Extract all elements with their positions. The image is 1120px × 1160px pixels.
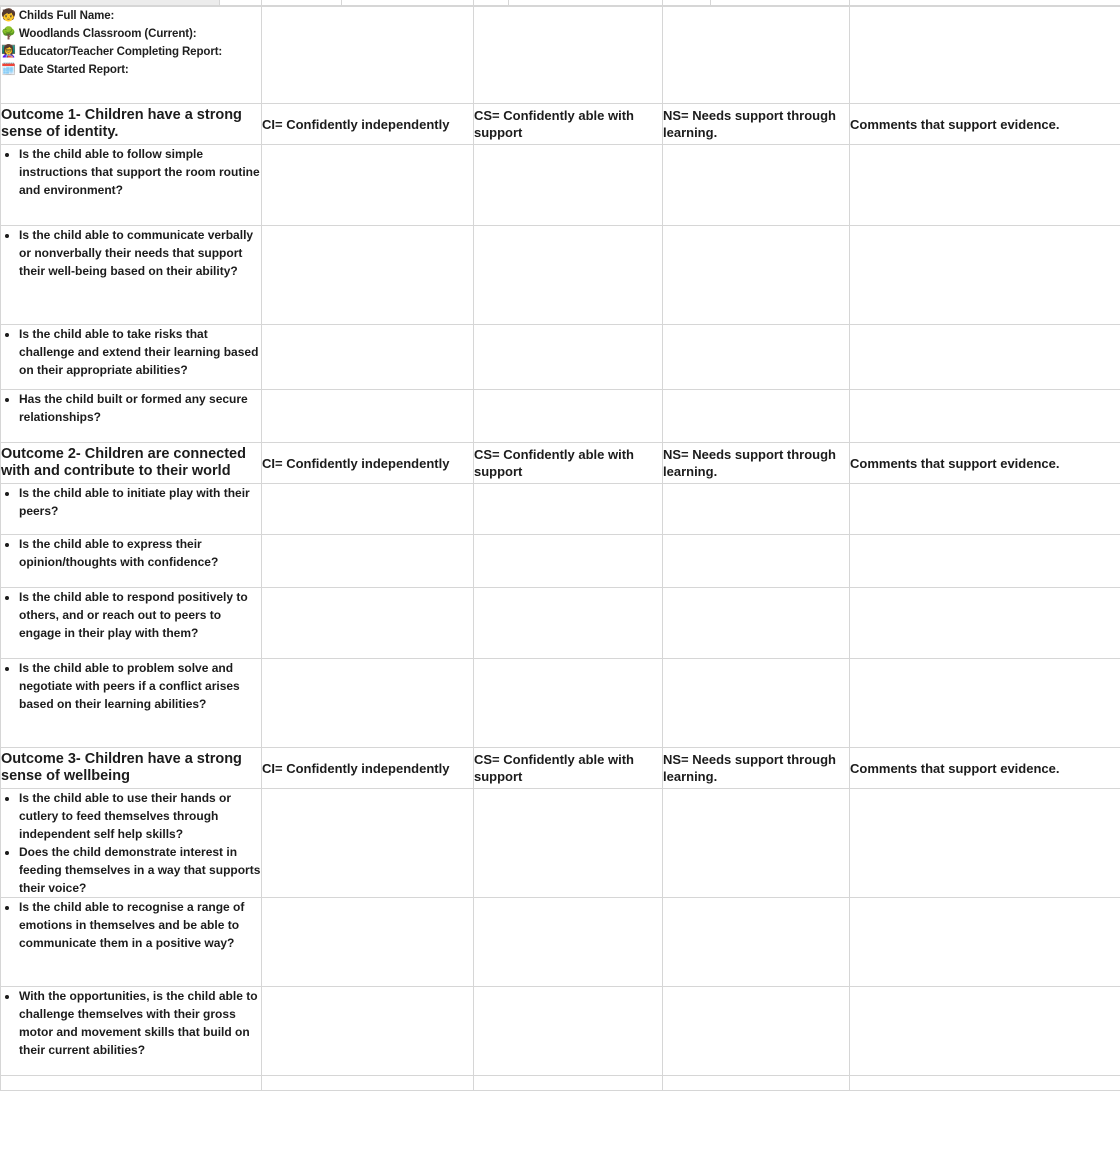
question-cell[interactable] xyxy=(1,484,262,535)
header-info-row xyxy=(1,7,1120,104)
question-text: • Is the child able to respond positively to others, and or reach out to peers to engage in their play with them? xyxy=(19,588,261,642)
answer-cell-ci[interactable] xyxy=(262,588,474,659)
legend-ci[interactable]: CI= Confidently independently xyxy=(262,443,474,484)
question-cell[interactable] xyxy=(1,659,262,748)
answer-cell-cs[interactable] xyxy=(474,588,663,659)
answer-cell-cs[interactable] xyxy=(474,325,663,390)
column-header-fill xyxy=(0,0,219,5)
table-row xyxy=(1,898,1120,987)
legend-cs[interactable]: CS= Confidently able with support xyxy=(474,443,663,484)
answer-cell-ns[interactable] xyxy=(663,145,850,226)
table-row xyxy=(1,535,1120,588)
answer-cell-ci[interactable] xyxy=(262,898,474,987)
question-cell[interactable] xyxy=(1,535,262,588)
question-cell[interactable] xyxy=(1,145,262,226)
answer-cell-ns[interactable] xyxy=(663,484,850,535)
answer-cell-ci[interactable] xyxy=(262,145,474,226)
answer-cell-cs[interactable] xyxy=(474,535,663,588)
calendar-icon: 🗓️ xyxy=(1,62,16,76)
column-divider xyxy=(261,0,342,6)
table-row xyxy=(1,484,1120,535)
question-text: • Is the child able to use their hands or cutlery to feed themselves through independent self help skills? xyxy=(19,789,261,843)
column-divider xyxy=(473,0,509,6)
answer-cell-ci[interactable] xyxy=(262,789,474,898)
field-educator xyxy=(1,43,261,61)
question-text: • With the opportunities, is the child able to challenge themselves with their gross motor and movement skills that build on their current abilities? xyxy=(19,987,261,1059)
column-divider xyxy=(710,0,850,6)
question-text: • Is the child able to recognise a range of emotions in themselves and be able to communicate them in a positive way? xyxy=(19,898,261,952)
field-label: Educator/Teacher Completing Report: xyxy=(18,46,223,58)
legend-ns-partial[interactable] xyxy=(663,1076,850,1091)
question-cell[interactable] xyxy=(1,226,262,325)
legend-ci-partial[interactable] xyxy=(262,1076,474,1091)
answer-cell-comments[interactable] xyxy=(850,789,1120,898)
question-text: • Is the child able to follow simple instructions that support the room routine and environment? xyxy=(19,145,261,199)
answer-cell-comments[interactable] xyxy=(850,390,1120,443)
question-text: • Has the child built or formed any secure relationships? xyxy=(19,390,261,426)
answer-cell-comments[interactable] xyxy=(850,588,1120,659)
outcome-title[interactable]: Outcome 2- Children are connected with and contribute to their world xyxy=(1,443,262,484)
answer-cell-ci[interactable] xyxy=(262,535,474,588)
field-label: Date Started Report: xyxy=(18,64,129,76)
answer-cell-ns[interactable] xyxy=(663,390,850,443)
answer-cell-ns[interactable] xyxy=(663,325,850,390)
answer-cell-cs[interactable] xyxy=(474,226,663,325)
answer-cell-comments[interactable] xyxy=(850,898,1120,987)
question-text: • Is the child able to initiate play with their peers? xyxy=(19,484,261,520)
answer-cell-comments[interactable] xyxy=(850,325,1120,390)
child-icon: 🧒 xyxy=(1,8,16,22)
outcome-title[interactable]: Outcome 1- Children have a strong sense of identity. xyxy=(1,104,262,145)
column-divider xyxy=(508,0,663,6)
table-row xyxy=(1,659,1120,748)
answer-cell-cs[interactable] xyxy=(474,789,663,898)
empty-cell[interactable] xyxy=(850,7,1120,104)
legend-comments[interactable]: Comments that support evidence. xyxy=(850,104,1120,145)
outcome-header-row xyxy=(1,443,1120,484)
answer-cell-ci[interactable] xyxy=(262,226,474,325)
outcome-header-row-partial xyxy=(1,1076,1120,1091)
empty-cell[interactable] xyxy=(262,7,474,104)
answer-cell-cs[interactable] xyxy=(474,987,663,1076)
question-text: • Does the child demonstrate interest in feeding themselves in a way that supports their voice? xyxy=(19,843,261,897)
answer-cell-ci[interactable] xyxy=(262,484,474,535)
answer-cell-ci[interactable] xyxy=(262,987,474,1076)
answer-cell-ns[interactable] xyxy=(663,226,850,325)
answer-cell-comments[interactable] xyxy=(850,226,1120,325)
tree-icon: 🌳 xyxy=(1,26,16,40)
question-cell[interactable] xyxy=(1,898,262,987)
answer-cell-cs[interactable] xyxy=(474,390,663,443)
answer-cell-ci[interactable] xyxy=(262,390,474,443)
empty-cell[interactable] xyxy=(663,7,850,104)
question-text: • Is the child able to express their opinion/thoughts with confidence? xyxy=(19,535,261,571)
table-row xyxy=(1,325,1120,390)
question-cell[interactable] xyxy=(1,987,262,1076)
answer-cell-cs[interactable] xyxy=(474,145,663,226)
answer-cell-comments[interactable] xyxy=(850,659,1120,748)
outcome-title[interactable]: Outcome 3- Children have a strong sense of wellbeing xyxy=(1,748,262,789)
answer-cell-cs[interactable] xyxy=(474,898,663,987)
question-cell[interactable] xyxy=(1,390,262,443)
legend-comments[interactable]: Comments that support evidence. xyxy=(850,443,1120,484)
field-date-started xyxy=(1,61,261,79)
field-label: Childs Full Name: xyxy=(18,10,115,22)
answer-cell-ci[interactable] xyxy=(262,325,474,390)
answer-cell-ns[interactable] xyxy=(663,987,850,1076)
answer-cell-ns[interactable] xyxy=(663,898,850,987)
question-text: • Is the child able to communicate verbally or nonverbally their needs that support their well-being based on their ability? xyxy=(19,226,261,280)
table-row xyxy=(1,145,1120,226)
question-cell[interactable] xyxy=(1,588,262,659)
answer-cell-ns[interactable] xyxy=(663,659,850,748)
table-row xyxy=(1,390,1120,443)
legend-comments[interactable]: Comments that support evidence. xyxy=(850,748,1120,789)
legend-ns[interactable]: NS= Needs support through learning. xyxy=(663,748,850,789)
answer-cell-comments[interactable] xyxy=(850,535,1120,588)
column-divider xyxy=(849,0,1120,6)
legend-cs[interactable]: CS= Confidently able with support xyxy=(474,104,663,145)
question-cell[interactable] xyxy=(1,325,262,390)
outcome-title[interactable] xyxy=(1,1076,262,1091)
outcomes-table xyxy=(0,6,1120,1091)
table-row xyxy=(1,987,1120,1076)
answer-cell-ns[interactable] xyxy=(663,535,850,588)
answer-cell-comments[interactable] xyxy=(850,987,1120,1076)
answer-cell-comments[interactable] xyxy=(850,484,1120,535)
legend-ci[interactable]: CI= Confidently independently xyxy=(262,104,474,145)
legend-ns[interactable]: NS= Needs support through learning. xyxy=(663,104,850,145)
question-text: • Is the child able to take risks that challenge and extend their learning based on their appropriate abilities? xyxy=(19,325,261,379)
table-row xyxy=(1,789,1120,898)
answer-cell-comments[interactable] xyxy=(850,145,1120,226)
answer-cell-ci[interactable] xyxy=(262,659,474,748)
field-classroom xyxy=(1,25,261,43)
legend-ci[interactable]: CI= Confidently independently xyxy=(262,748,474,789)
teacher-icon: 👩‍🏫 xyxy=(1,44,16,58)
column-divider xyxy=(662,0,711,6)
outcome-header-row xyxy=(1,748,1120,789)
question-text: • Is the child able to problem solve and negotiate with peers if a conflict arises based on their learning abilities? xyxy=(19,659,261,713)
table-row xyxy=(1,226,1120,325)
legend-comments-partial[interactable] xyxy=(850,1076,1120,1091)
column-header-strip xyxy=(0,0,1120,6)
field-childs-name xyxy=(1,7,261,25)
legend-cs[interactable]: CS= Confidently able with support xyxy=(474,748,663,789)
table-row xyxy=(1,588,1120,659)
answer-cell-ns[interactable] xyxy=(663,588,850,659)
question-cell[interactable] xyxy=(1,789,262,898)
header-info-cell[interactable] xyxy=(1,7,262,104)
answer-cell-cs[interactable] xyxy=(474,659,663,748)
table-body xyxy=(1,7,1120,1091)
column-divider xyxy=(341,0,474,6)
answer-cell-cs[interactable] xyxy=(474,484,663,535)
empty-cell[interactable] xyxy=(474,7,663,104)
answer-cell-ns[interactable] xyxy=(663,789,850,898)
legend-ns[interactable]: NS= Needs support through learning. xyxy=(663,443,850,484)
outcome-header-row xyxy=(1,104,1120,145)
column-divider xyxy=(219,0,262,6)
legend-cs-partial[interactable] xyxy=(474,1076,663,1091)
field-label: Woodlands Classroom (Current): xyxy=(18,28,197,40)
